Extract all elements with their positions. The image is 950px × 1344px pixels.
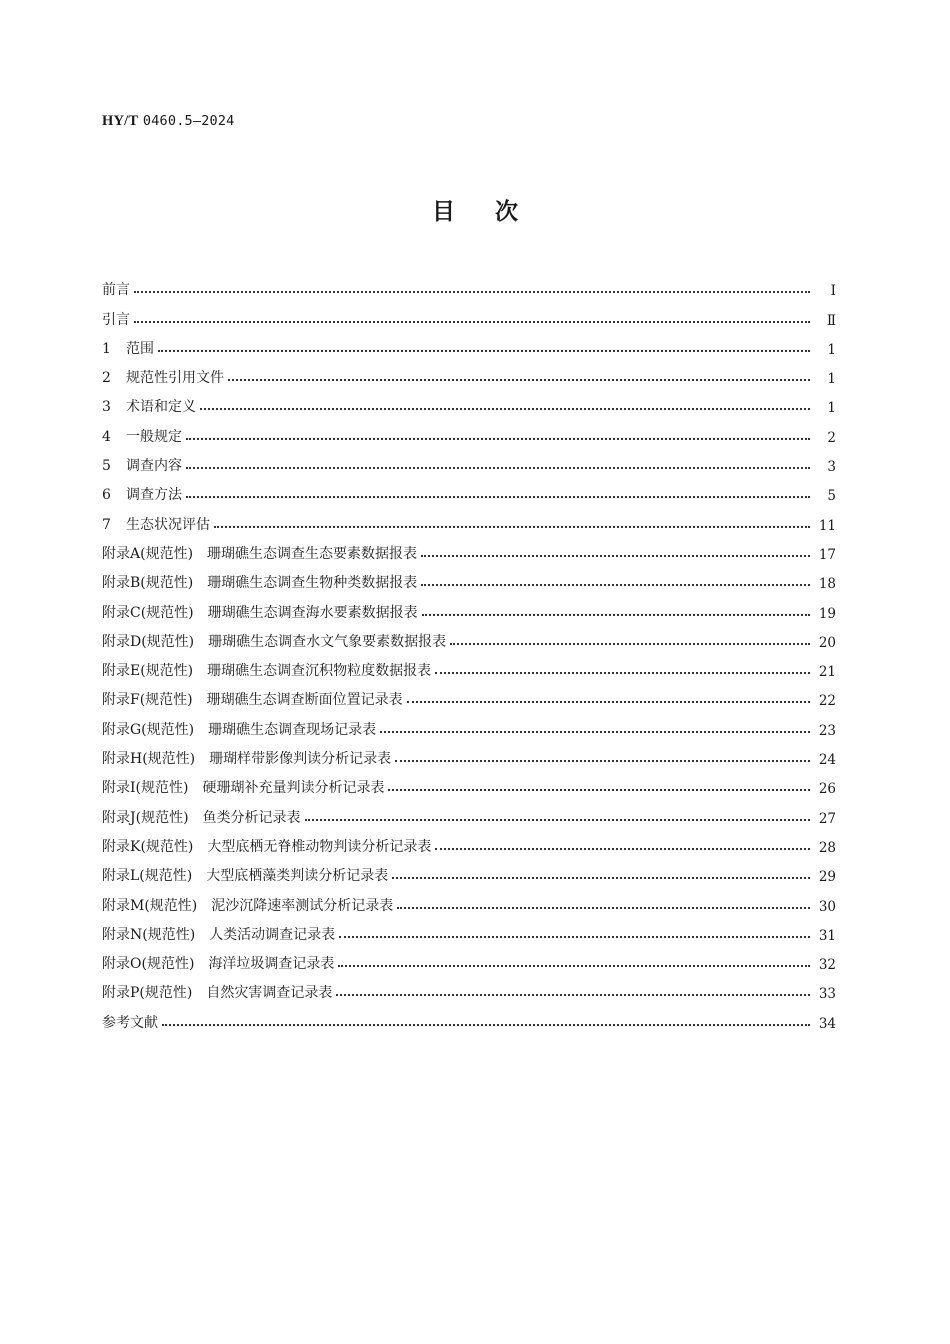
toc-annex-title: 硬珊瑚补充量判读分析记录表 (202, 780, 385, 797)
toc-entry-annex-b[interactable] (102, 563, 836, 592)
toc-entry-label (102, 748, 395, 768)
toc-annex-ref: 附录P(规范性) (102, 985, 193, 1002)
toc-annex-ref: 附录M(规范性) (102, 897, 198, 914)
toc-chapter-number: 6 (102, 487, 111, 504)
toc-page-number: 19 (818, 605, 836, 622)
toc-entry-bibliography[interactable] (102, 1002, 836, 1031)
toc-dot-leader (186, 467, 810, 469)
toc-dot-leader (407, 701, 810, 703)
toc-entry-label (102, 514, 214, 534)
toc-page-number: 11 (818, 517, 836, 534)
toc-entry-chapter-2[interactable] (102, 358, 836, 387)
toc-page-number: 17 (818, 546, 836, 563)
toc-entry-annex-d[interactable] (102, 622, 836, 651)
toc-entry-label (102, 865, 392, 885)
toc-page-number: 29 (818, 869, 836, 886)
toc-entry-label (102, 895, 397, 915)
toc-entry-label (102, 953, 338, 973)
toc-page-number: 1 (827, 400, 836, 417)
toc-page-number: 1 (827, 371, 836, 388)
toc-entry-chapter-3[interactable] (102, 387, 836, 416)
toc-entry-annex-f[interactable] (102, 680, 836, 709)
toc-entry-annex-c[interactable] (102, 592, 836, 621)
toc-entry-label (102, 631, 450, 651)
toc-annex-ref: 附录K(规范性) (102, 838, 194, 855)
toc-entry-annex-p[interactable] (102, 973, 836, 1002)
toc-annex-ref: 附录G(规范性) (102, 721, 195, 738)
toc-page-number: 2 (827, 429, 836, 446)
toc-chapter-title: 一般规定 (126, 428, 182, 445)
toc-dot-leader (134, 321, 810, 323)
toc-dot-leader (200, 408, 810, 410)
toc-page-number: 32 (818, 957, 836, 974)
toc-page-number: 18 (818, 576, 836, 593)
toc-annex-title: 鱼类分析记录表 (202, 809, 301, 826)
toc-entry-label (102, 484, 186, 504)
toc-dot-leader (336, 994, 810, 996)
toc-annex-title: 珊瑚礁生态调查海水要素数据报表 (207, 604, 418, 621)
toc-entry-chapter-4[interactable] (102, 416, 836, 445)
toc-annex-ref: 附录A(规范性) (102, 545, 194, 562)
toc-dot-leader (339, 936, 810, 938)
toc-page-number: 28 (818, 839, 836, 856)
toc-entry-label (102, 602, 422, 622)
toc-page-number: 33 (818, 986, 836, 1003)
toc-chapter-number: 5 (102, 458, 111, 475)
toc-entry-annex-o[interactable] (102, 944, 836, 973)
toc-annex-title: 自然灾害调查记录表 (206, 985, 333, 1002)
toc-dot-leader (305, 819, 810, 821)
toc-entry-label (102, 924, 339, 944)
toc-annex-title: 珊瑚样带影像判读分析记录表 (209, 751, 392, 768)
toc-entry-label: 前言 (102, 282, 130, 299)
toc-entry-foreword[interactable] (102, 270, 836, 299)
toc-dot-leader (397, 907, 810, 909)
toc-entry-label (102, 426, 186, 446)
toc-entry-chapter-7[interactable] (102, 504, 836, 533)
toc-dot-leader (392, 877, 810, 879)
toc-entry-annex-a[interactable] (102, 534, 836, 563)
toc-dot-leader (162, 1024, 810, 1026)
toc-chapter-number: 3 (102, 399, 111, 416)
standard-code (102, 113, 235, 130)
toc-dot-leader (388, 789, 810, 791)
toc-page-number: 1 (827, 341, 836, 358)
standard-code-number: 0460.5—2024 (142, 113, 235, 129)
toc-annex-ref: 附录I(规范性) (102, 780, 189, 797)
toc-dot-leader (435, 848, 810, 850)
toc-entry-annex-h[interactable] (102, 739, 836, 768)
toc-annex-ref: 附录J(规范性) (102, 809, 189, 826)
toc-dot-leader (134, 291, 810, 293)
toc-page-number: Ⅱ (826, 312, 836, 329)
toc-entry-label (102, 719, 380, 739)
toc-annex-title: 海洋垃圾调查记录表 (208, 956, 335, 973)
toc-dot-leader (435, 672, 810, 674)
toc-chapter-number: 4 (102, 428, 111, 445)
toc-annex-title: 珊瑚礁生态调查现场记录表 (208, 721, 377, 738)
toc-entry-label (102, 367, 228, 387)
toc-chapter-title: 术语和定义 (126, 399, 196, 416)
toc-entry-introduction[interactable] (102, 299, 836, 328)
page-title: 目次 (432, 199, 558, 225)
toc-dot-leader (186, 438, 810, 440)
toc-entry-label (102, 660, 435, 680)
toc-annex-title: 大型底栖藻类判读分析记录表 (206, 868, 389, 885)
toc-chapter-title: 规范性引用文件 (126, 370, 224, 387)
toc-page-number: 20 (818, 634, 836, 651)
toc-annex-title: 人类活动调查记录表 (209, 926, 336, 943)
toc-dot-leader (186, 496, 810, 498)
toc-chapter-number: 7 (102, 516, 111, 533)
toc-entry-label (102, 338, 158, 358)
toc-dot-leader (228, 379, 810, 381)
toc-dot-leader (380, 731, 810, 733)
toc-page-number: 27 (818, 810, 836, 827)
toc-page-number: 30 (818, 898, 836, 915)
toc-page-number: Ⅰ (830, 283, 836, 300)
toc-annex-title: 珊瑚礁生态调查断面位置记录表 (206, 692, 403, 709)
toc-entry-label (102, 396, 200, 416)
toc-entry-chapter-6[interactable] (102, 475, 836, 504)
toc-annex-ref: 附录N(规范性) (102, 926, 196, 943)
toc-entry-label (102, 836, 435, 856)
toc-page-number: 34 (818, 1015, 836, 1032)
toc-entry-annex-n[interactable] (102, 915, 836, 944)
toc-dot-leader (421, 555, 810, 557)
toc-entry-annex-k[interactable] (102, 827, 836, 856)
toc-dot-leader (395, 760, 810, 762)
toc-entry-annex-g[interactable] (102, 709, 836, 738)
toc-entry-annex-j[interactable] (102, 797, 836, 826)
toc-dot-leader (421, 584, 810, 586)
toc-annex-ref: 附录F(规范性) (102, 692, 193, 709)
toc-annex-ref: 附录E(规范性) (102, 663, 194, 680)
toc-entry-annex-i[interactable] (102, 768, 836, 797)
toc-annex-title: 珊瑚礁生态调查水文气象要素数据报表 (208, 633, 447, 650)
toc-entry-label (102, 543, 421, 563)
toc-chapter-title: 范围 (126, 340, 154, 357)
toc-entry-label (102, 455, 186, 475)
toc-page-number: 26 (818, 781, 836, 798)
toc-entry-annex-m[interactable] (102, 885, 836, 914)
standard-code-prefix: HY/T (102, 113, 139, 129)
toc-page-number: 23 (818, 722, 836, 739)
toc-annex-ref: 附录D(规范性) (102, 633, 195, 650)
toc-page-number: 31 (818, 927, 836, 944)
toc-chapter-number: 2 (102, 370, 111, 387)
toc-annex-title: 珊瑚礁生态调查沉积物粒度数据报表 (207, 663, 432, 680)
toc-page-number: 24 (818, 752, 836, 769)
toc-entry-label: 引言 (102, 311, 130, 328)
toc-annex-ref: 附录O(规范性) (102, 956, 195, 973)
toc-entry-label: 参考文献 (102, 1014, 158, 1031)
toc-page-number: 3 (827, 459, 836, 476)
toc-annex-title: 珊瑚礁生态调查生态要素数据报表 (207, 545, 418, 562)
toc-chapter-title: 调查内容 (126, 458, 182, 475)
toc-annex-title: 珊瑚礁生态调查生物种类数据报表 (207, 575, 418, 592)
toc-chapter-title: 调查方法 (126, 487, 182, 504)
toc-entry-chapter-5[interactable] (102, 446, 836, 475)
toc-page-number: 22 (818, 693, 836, 710)
toc-annex-ref: 附录L(规范性) (102, 868, 193, 885)
toc-dot-leader (450, 643, 810, 645)
toc-annex-title: 大型底栖无脊椎动物判读分析记录表 (207, 838, 432, 855)
toc-dot-leader (338, 965, 810, 967)
toc-dot-leader (158, 350, 810, 352)
toc-annex-ref: 附录C(规范性) (102, 604, 194, 621)
toc-entry-label (102, 777, 388, 797)
toc-page-number: 21 (818, 664, 836, 681)
toc-chapter-number: 1 (102, 340, 111, 357)
toc-annex-ref: 附录H(规范性) (102, 751, 196, 768)
toc-entry-label (102, 689, 407, 709)
toc-entry-label (102, 572, 421, 592)
toc-entry-annex-e[interactable] (102, 651, 836, 680)
toc-dot-leader (214, 526, 810, 528)
toc-entry-label (102, 807, 305, 827)
toc-dot-leader (422, 614, 810, 616)
toc-annex-title: 泥沙沉降速率测试分析记录表 (211, 897, 394, 914)
table-of-contents (102, 270, 836, 1032)
toc-annex-ref: 附录B(规范性) (102, 575, 194, 592)
toc-entry-annex-l[interactable] (102, 856, 836, 885)
toc-chapter-title: 生态状况评估 (126, 516, 210, 533)
toc-page-number: 5 (827, 488, 836, 505)
toc-entry-label (102, 982, 336, 1002)
toc-entry-chapter-1[interactable] (102, 329, 836, 358)
